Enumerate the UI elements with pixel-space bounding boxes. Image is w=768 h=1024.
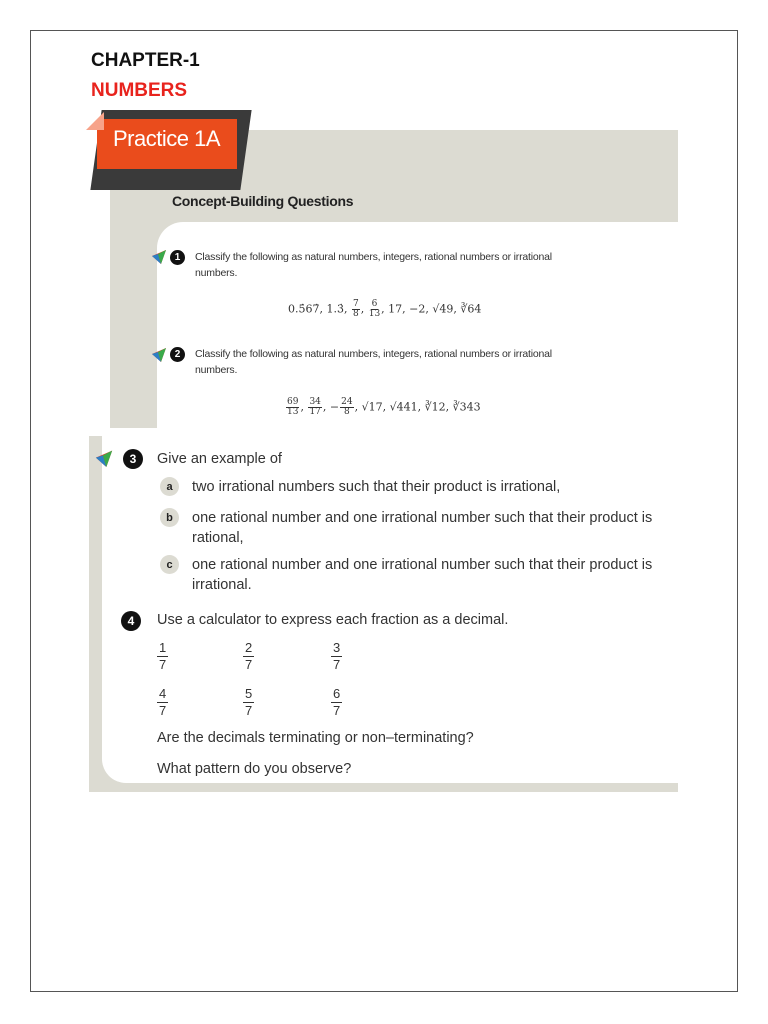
option-b-badge: b: [160, 508, 179, 527]
fraction-2-7: $\frac{2}{7}$: [245, 640, 253, 672]
q2-expr-tail: √17, √441, ∛12, ∛343: [361, 400, 481, 414]
fraction-3-7: $\frac{3}{7}$: [333, 640, 341, 672]
option-a-badge: a: [160, 477, 179, 496]
q2-fraction-24-8: $\frac{24}{8}$: [341, 397, 353, 417]
q1-fraction-6-13: $\frac{6}{13}$: [368, 299, 381, 319]
section-title: Concept-Building Questions: [172, 193, 354, 209]
question-4-followup-1: Are the decimals terminating or non–terminating?: [157, 730, 474, 746]
question-2-text: Classify the following as natural numbers, integers, rational numbers or irrational numbers.: [195, 348, 552, 376]
question-number-1: 1: [170, 250, 185, 265]
question-3-text: Give an example of: [157, 451, 282, 467]
q1-expr-start: 0.5̇67̇, 1.3̇,: [288, 302, 348, 316]
chapter-title: NUMBERS: [91, 80, 188, 101]
question-1-text: Classify the following as natural numbers, integers, rational numbers or irrational numbers.: [195, 251, 552, 279]
q2-fraction-69-13: $\frac{69}{13}$: [287, 397, 299, 417]
question-number-3: 3: [123, 449, 143, 469]
question-4-followup-2: What pattern do you observe?: [157, 761, 352, 777]
question-number-4: 4: [121, 611, 141, 631]
q1-expr-end: , 17, −2, √49, ∛64: [381, 302, 482, 316]
tab-corner-fold: [86, 112, 104, 130]
question-1-expression: 0.5̇67̇, 1.3̇, $\frac{7}{8}$ , $\frac{6}{13}$ , 17, −2, √49, ∛64: [288, 299, 482, 319]
fraction-1-7: $\frac{1}{7}$: [159, 640, 167, 672]
question-4-text: Use a calculator to express each fraction as a decimal.: [157, 612, 509, 628]
option-b-text: one rational number and one irrational number such that their product is rational,: [192, 510, 653, 546]
question-2-expression: $\frac{69}{13}$ , $\frac{34}{17}$ , − $\frac{24}{8}$ , √17, √441, ∛12, ∛343: [287, 397, 481, 417]
chapter-label: CHAPTER-1: [91, 50, 200, 71]
option-c-text: one rational number and one irrational number such that their product is irrational.: [192, 557, 653, 593]
option-a-text: two irrational numbers such that their product is irrational,: [192, 479, 561, 495]
q1-fraction-7-8: $\frac{7}{8}$: [352, 299, 359, 319]
q2-fraction-34-17: $\frac{34}{17}$: [309, 397, 321, 417]
fraction-6-7: $\frac{6}{7}$: [333, 686, 341, 718]
fraction-5-7: $\frac{5}{7}$: [245, 686, 253, 718]
option-c-badge: c: [160, 555, 179, 574]
fraction-4-7: $\frac{4}{7}$: [159, 686, 167, 718]
practice-tab-title: Practice 1A: [113, 126, 220, 151]
question-number-2: 2: [170, 347, 185, 362]
